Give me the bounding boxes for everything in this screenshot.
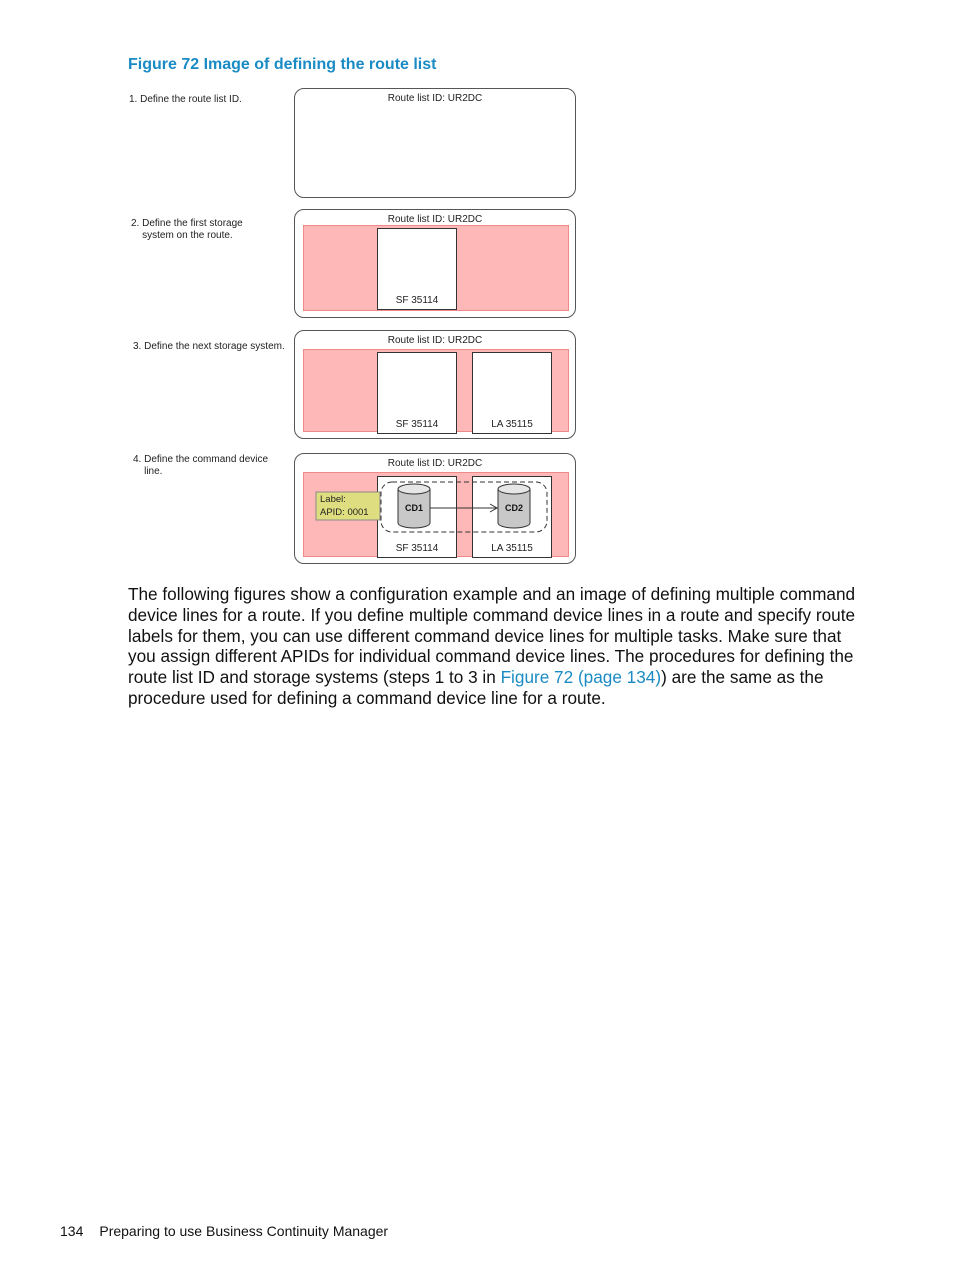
route-list-id-title: Route list ID: UR2DC [387, 93, 483, 104]
paragraph-text-end: ) are the same as the procedure used for defining a command device line for a route. [128, 667, 824, 708]
figure-caption: Figure 72 Image of defining the route list [128, 56, 437, 73]
route-label-title: Label: [320, 494, 346, 505]
route-panel-step-1 [294, 88, 576, 198]
route-panel-step-3 [294, 330, 576, 439]
storage-system-la [472, 352, 552, 434]
step-2-label: 2. Define the first storage system on the route. [131, 218, 243, 241]
storage-system-label: SF 35114 [395, 543, 439, 554]
route-panel-step-2 [294, 209, 576, 318]
step-3-label: 3. Define the next storage system. [133, 341, 285, 352]
step-4-label: 4. Define the command device line. [133, 454, 269, 477]
storage-system-label: SF 35114 [395, 295, 439, 306]
body-paragraph [128, 584, 873, 709]
storage-system-label: SF 35114 [395, 419, 439, 430]
footer-section-title: Preparing to use Business Continuity Manager [99, 1223, 389, 1239]
page-footer [60, 1223, 388, 1239]
route-area [303, 349, 569, 432]
route-area [303, 225, 569, 311]
route-list-id-title: Route list ID: UR2DC [387, 335, 483, 346]
storage-system-sf [377, 352, 457, 434]
route-label-apid: APID: 0001 [320, 507, 369, 518]
paragraph-text: The following figures show a configuration example and an image of defining multiple command device lines for a route. If you define multiple command device lines in a route and specify route labels for them, you can use different command device lines for multiple tasks. Make sure that you assign different APIDs for individual command device lines. The procedures for defining the route list ID and storage systems (steps 1 to 3 in [128, 584, 856, 688]
route-panel-step-4 [294, 453, 576, 564]
storage-system-label: LA 35115 [491, 419, 533, 430]
storage-system-label: LA 35115 [491, 543, 533, 554]
command-device-line-diagram [294, 453, 576, 564]
cd1-label: CD1 [404, 503, 424, 513]
storage-system-sf [377, 228, 457, 310]
route-list-id-title: Route list ID: UR2DC [387, 458, 483, 469]
figure-72-link[interactable]: Figure 72 (page 134) [500, 667, 662, 688]
cd2-label: CD2 [504, 503, 524, 513]
route-list-id-title: Route list ID: UR2DC [387, 214, 483, 225]
step-1-label: 1. Define the route list ID. [129, 94, 242, 105]
page-number: 134 [60, 1223, 84, 1239]
